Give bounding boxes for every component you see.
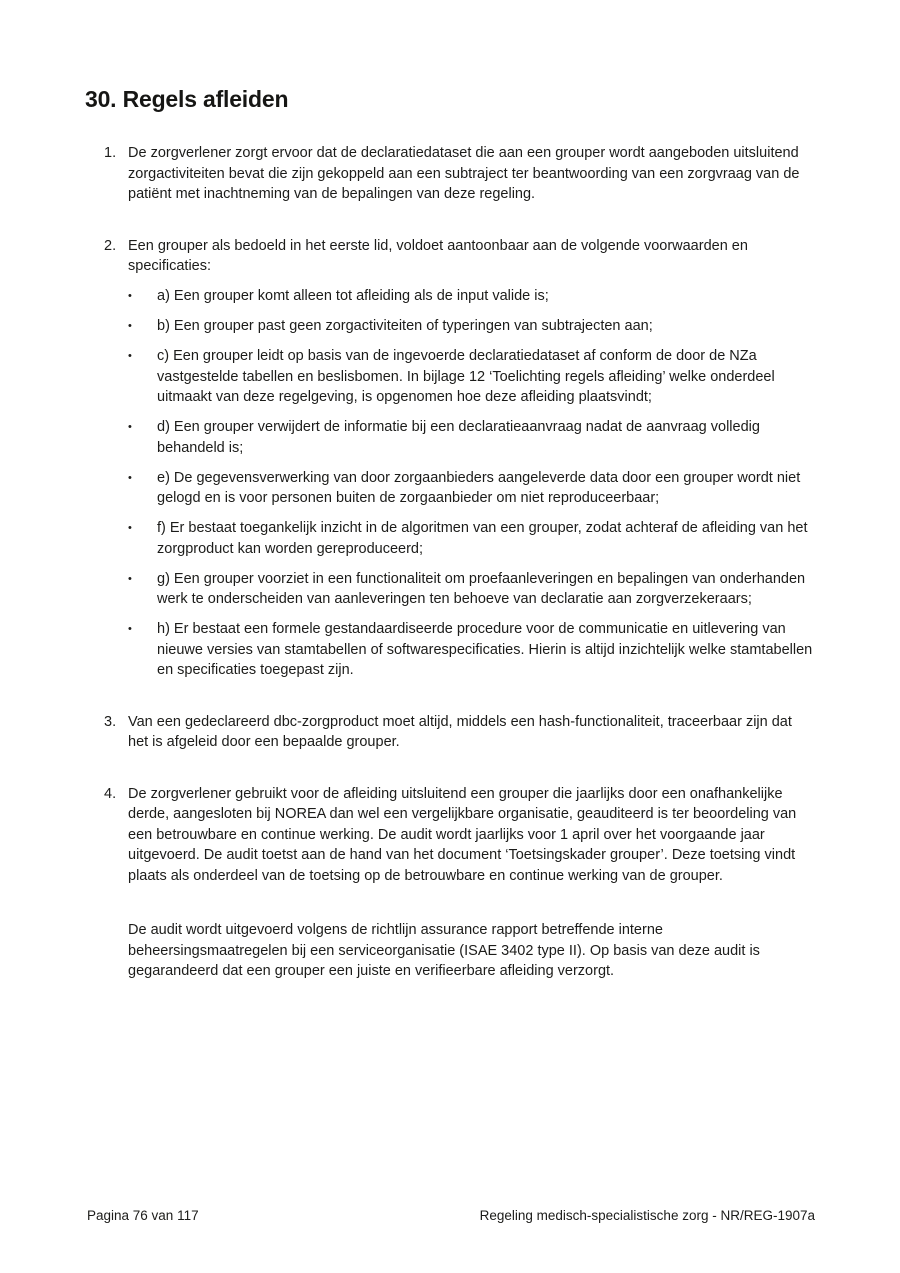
bullet-text: g) Een grouper voorziet in een functionaliteit om proefaanleveringen en bepalingen van onderhanden werk te onderscheiden van aanleveringen ten behoeve van declaratie aan zorgverzekeraars; [157, 570, 806, 608]
bullet-text: h) Er bestaat een formele gestandaardiseerde procedure voor de communicatie en uitlevering van nieuwe versies van stamtabellen of softwarespecificaties. Hierin is altijd inzichtelijk welke stamtabellen en specificaties toegepast zijn. [157, 621, 813, 679]
item-content [128, 784, 815, 982]
item-content [128, 712, 815, 753]
page-footer [87, 1207, 815, 1225]
footer-document-title: Regeling medisch-specialistische zorg - NR/REG-1907a [479, 1208, 815, 1223]
item-number: 1. [104, 145, 117, 162]
item-number: 2. [104, 237, 117, 254]
bullet-text: b) Een grouper past geen zorgactiviteiten of typeringen van subtrajecten aan; [157, 318, 653, 335]
bullet-marker: • [128, 572, 132, 585]
bullet-marker: • [128, 421, 132, 434]
numbered-list [85, 143, 815, 982]
item-number: 4. [104, 785, 117, 802]
item-text: Een grouper als bedoeld in het eerste lid, voldoet aantoonbaar aan de volgende voorwaarden en specificaties: [128, 237, 748, 275]
bullet-text: f) Er bestaat toegankelijk inzicht in de algoritmen van een grouper, zodat achteraf de afleiding van het zorgproduct kan worden gereproduceerd; [157, 520, 808, 557]
list-item [85, 143, 815, 205]
bullet-item [128, 468, 815, 509]
list-item [85, 236, 815, 681]
bullet-item [128, 619, 815, 681]
bullet-item [128, 316, 815, 337]
item-content [128, 236, 815, 681]
item-content [128, 143, 815, 205]
bullet-marker: • [128, 623, 132, 636]
bullet-marker: • [128, 320, 132, 333]
bullet-marker: • [128, 522, 132, 535]
item-text: De zorgverlener zorgt ervoor dat de declaratiedataset die aan een grouper wordt aangeboden uitsluitend zorgactiviteiten bevat die zijn gekoppeld aan een subtraject ter beantwoording van een zorgvraag van de patiënt met inachtneming van de bepalingen van deze regeling. [128, 145, 800, 203]
page-title: 30. Regels afleiden [85, 86, 289, 112]
bullet-text: a) Een grouper komt alleen tot afleiding als de input valide is; [157, 288, 549, 305]
item-number: 3. [104, 713, 117, 730]
bullet-marker: • [128, 290, 132, 303]
bullet-item [128, 346, 815, 408]
item-text: Van een gedeclareerd dbc-zorgproduct moet altijd, middels een hash-functionaliteit, traceerbaar zijn dat het is afgeleid door een bepaalde grouper. [128, 713, 792, 751]
footer-page-number: Pagina 76 van 117 [87, 1208, 199, 1223]
item-text-paragraph-2: De audit wordt uitgevoerd volgens de richtlijn assurance rapport betreffende interne beheersingsmaatregelen bij een serviceorganisatie (ISAE 3402 type II). Op basis van deze audit is gegarandeerd dat een grouper een juiste en verifieerbare afleiding verzorgt. [128, 922, 760, 980]
bullet-marker: • [128, 350, 132, 363]
list-item [85, 712, 815, 753]
bullet-marker: • [128, 471, 132, 484]
bullet-item [128, 569, 815, 610]
bullet-item [128, 518, 815, 559]
bullet-text: d) Een grouper verwijdert de informatie bij een declaratieaanvraag nadat de aanvraag volledig behandeld is; [157, 419, 760, 456]
list-item [85, 784, 815, 982]
bullet-item [128, 417, 815, 458]
bullet-item [128, 286, 815, 307]
bullet-text: e) De gegevensverwerking van door zorgaanbieders aangeleverde data door een grouper wordt niet gelogd en is voor personen buiten de zorgaanbieder om niet reproduceerbaar; [157, 469, 801, 507]
bullet-text: c) Een grouper leidt op basis van de ingevoerde declaratiedataset af conform de door de NZa vastgestelde tabellen en beslisbomen. In bijlage 12 ‘Toelichting regels afleiding’ welke onderdeel uitmaakt van deze regelgeving, is opgenomen hoe deze afleiding plaatsvindt; [157, 348, 775, 406]
item-text: De zorgverlener gebruikt voor de afleiding uitsluitend een grouper die jaarlijks door een onafhankelijke derde, aangesloten bij NOREA dan wel een vergelijkbare organisatie, geauditeerd is ter beoordeling van een betrouwbare en continue werking. De audit wordt jaarlijks voor 1 april over het voorgaande jaar uitgevoerd. De audit toetst aan de hand van het document ‘Toetsingskader grouper’. Deze toetsing vindt plaats als onderdeel van de toetsing op de betrouwbare en continue werking van de grouper. [128, 785, 797, 884]
